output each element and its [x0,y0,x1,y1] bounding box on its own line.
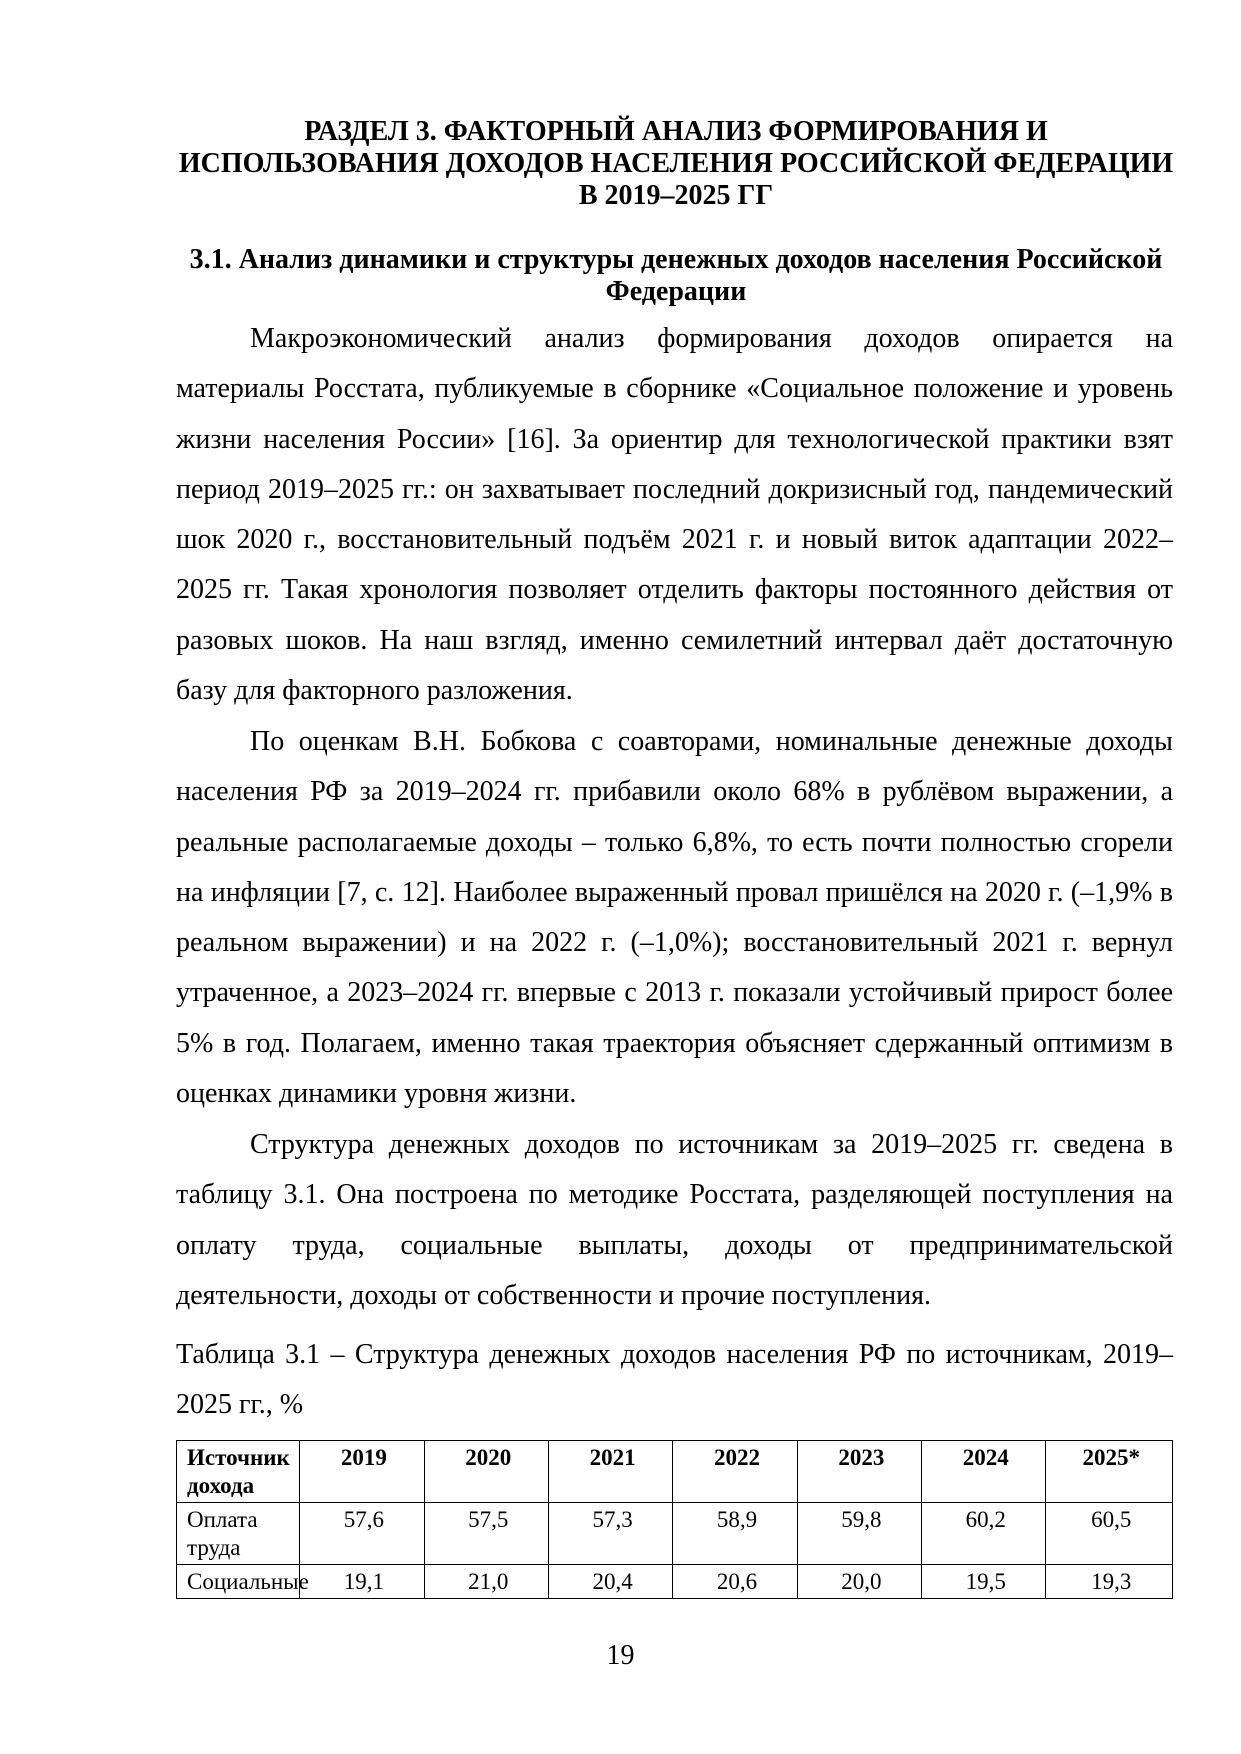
table-cell: 19,3 [1046,1565,1173,1599]
table-cell: 60,2 [922,1503,1046,1565]
table-header-row [177,1441,1173,1503]
table-cell: 19,1 [300,1565,424,1599]
paragraph-2: По оценкам В.Н. Бобкова с соавторами, номинальные денежные доходы населения РФ за 2019–2024 гг. прибавили около 68% в рублёвом выражении, а реальные располагаемые доходы – только 6,8%, то есть почти полностью сгорели на инфляции [7, с. 12]. Наиболее выраженный провал пришёлся на 2020 г. (–1,9% в реальном выражении) и на 2022 г. (–1,0%); восстановительный 2021 г. вернул утраченное, а 2023–2024 гг. впервые с 2013 г. показали устойчивый прирост более 5% в год. Полагаем, именно такая траектория объясняет сдержанный оптимизм в оценках динамики уровня жизни. [176,726,1173,1110]
header-cell-source: Источник дохода [177,1441,300,1503]
header-cell-2020: 2020 [424,1441,548,1503]
table-cell: 57,5 [424,1503,548,1565]
table-cell: 19,5 [922,1565,1046,1599]
table-row [177,1503,1173,1565]
table-cell: 20,6 [673,1565,797,1599]
row-label: Социальные [177,1565,300,1599]
header-cell-2025: 2025* [1046,1441,1173,1503]
subsection-title: 3.1. Анализ динамики и структуры денежных доходов населения Российской Федерации [189,244,1163,307]
table-cell: 20,0 [797,1565,921,1599]
table-row [177,1565,1173,1599]
section-title: РАЗДЕЛ 3. ФАКТОРНЫЙ АНАЛИЗ ФОРМИРОВАНИЯ И ИСПОЛЬЗОВАНИЯ ДОХОДОВ НАСЕЛЕНИЯ РОССИЙСКОЙ ФЕДЕРАЦИИ В 2019–2025 ГГ [178,116,1174,211]
row-label: Оплата труда [177,1503,300,1565]
header-cell-2023: 2023 [797,1441,921,1503]
table-cell: 57,3 [548,1503,672,1565]
paragraph-3: Структура денежных доходов по источникам за 2019–2025 гг. сведена в таблицу 3.1. Она построена по методике Росстата, разделяющей поступления на оплату труда, социальные выплаты, доходы от предпринимательской деятельности, доходы от собственности и прочие поступления. [176,1129,1173,1311]
income-structure-table [176,1440,1173,1599]
header-cell-2019: 2019 [300,1441,424,1503]
table-cell: 21,0 [424,1565,548,1599]
paragraph-1: Макроэкономический анализ формирования доходов опирается на материалы Росстата, публикуемые в сборнике «Социальное положение и уровень жизни населения России» [16]. За ориентир для технологической практики взят период 2019–2025 гг.: он захватывает последний докризисный год, пандемический шок 2020 г., восстановительный подъём 2021 г. и новый виток адаптации 2022–2025 гг. Такая хронология позволяет отделить факторы постоянного действия от разовых шоков. На наш взгляд, именно семилетний интервал даёт достаточную базу для факторного разложения. [176,323,1173,707]
table-caption: Таблица 3.1 – Структура денежных доходов населения РФ по источникам, 2019–2025 гг., % [176,1339,1173,1421]
table-cell: 58,9 [673,1503,797,1565]
table-cell: 57,6 [300,1503,424,1565]
page-number: 19 [606,1640,635,1671]
header-cell-2021: 2021 [548,1441,672,1503]
table-cell: 60,5 [1046,1503,1173,1565]
header-cell-2022: 2022 [673,1441,797,1503]
table-cell: 59,8 [797,1503,921,1565]
table-cell: 20,4 [548,1565,672,1599]
header-cell-2024: 2024 [922,1441,1046,1503]
